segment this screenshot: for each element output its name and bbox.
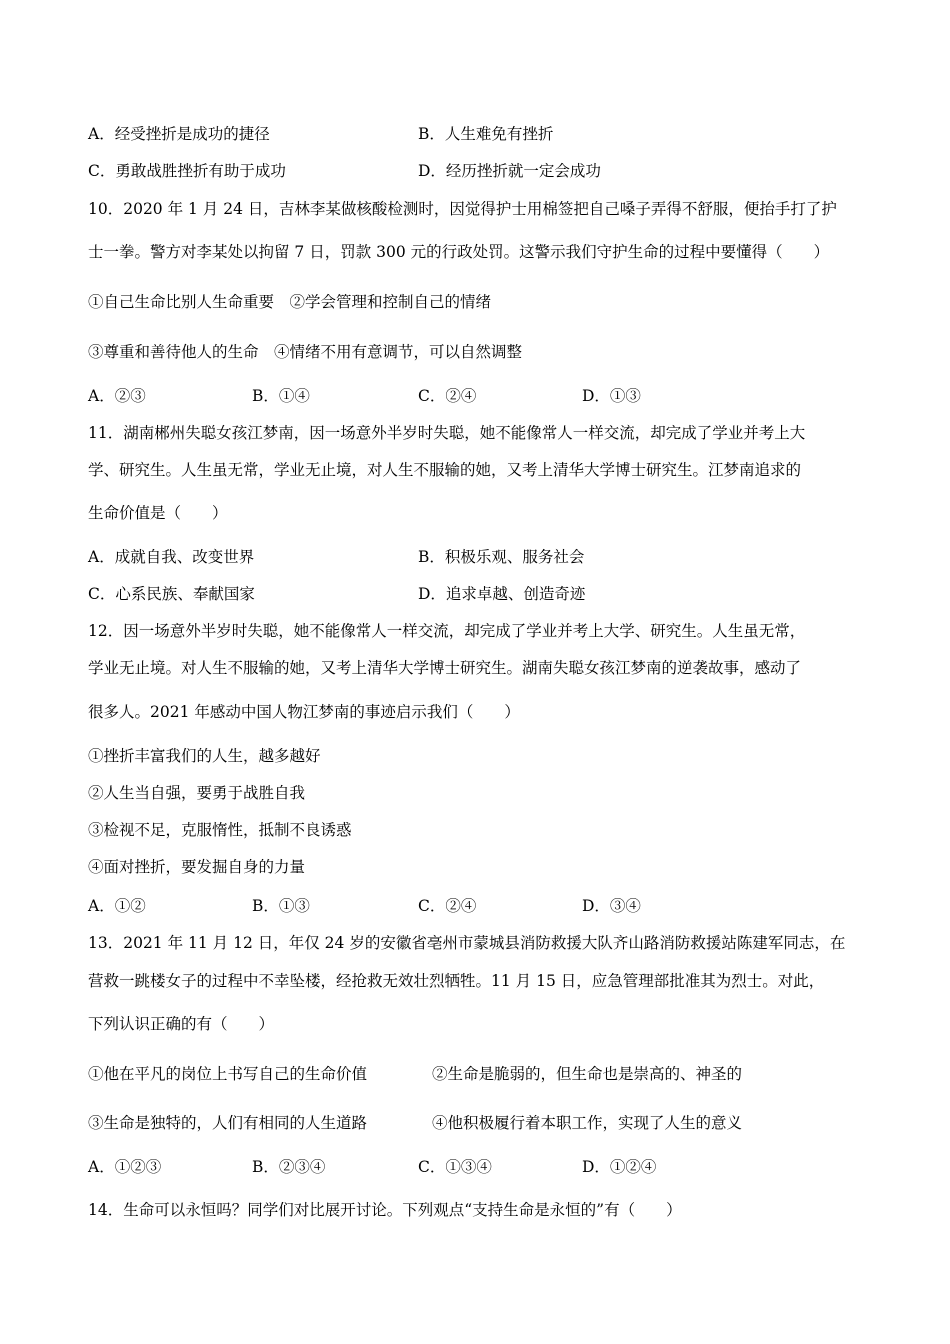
q11-option-c: C．心系民族、奉献国家: [88, 585, 255, 603]
q11-option-d: D．追求卓越、创造奇迹: [418, 585, 586, 603]
q12-option-a: A．①②: [88, 897, 146, 915]
q12-stem-line: 12．因一场意外半岁时失聪，她不能像常人一样交流，却完成了学业并考上大学、研究生。人生虽无常，: [88, 622, 806, 640]
q12-statement: ①挫折丰富我们的人生，越多越好: [88, 747, 321, 765]
q10-stem-line: 士一拳。警方对李某处以拘留 7 日，罚款 300 元的行政处罚。这警示我们守护生命的过程中要懂得（ ）: [88, 243, 830, 261]
q10-option-c: C．②④: [418, 387, 477, 405]
q14-stem-line: 14．生命可以永恒吗？同学们对比展开讨论。下列观点“支持生命是永恒的”有（ ）: [88, 1201, 682, 1219]
q12-statement: ④面对挫折，要发掘自身的力量: [88, 858, 306, 876]
q12-option-b: B．①③: [252, 897, 310, 915]
q10-option-a: A．②③: [88, 387, 146, 405]
q13-statement: ④他积极履行着本职工作，实现了人生的意义: [432, 1114, 743, 1132]
q9-option-b: B．人生难免有挫折: [418, 125, 554, 143]
q12-statement: ②人生当自强，要勇于战胜自我: [88, 784, 306, 802]
q13-option-c: C．①③④: [418, 1158, 492, 1176]
q13-statement: ②生命是脆弱的，但生命也是崇高的、神圣的: [432, 1065, 743, 1083]
q11-stem-line: 11．湖南郴州失聪女孩江梦南，因一场意外半岁时失聪，她不能像常人一样交流，却完成了学业并考上大: [88, 424, 806, 442]
q13-stem-line: 13．2021 年 11 月 12 日，年仅 24 岁的安徽省亳州市蒙城县消防救援大队齐山路消防救援站陈建军同志，在: [88, 934, 846, 952]
q9-option-a: A．经受挫折是成功的捷径: [88, 125, 270, 143]
q10-stem-line: 10．2020 年 1 月 24 日，吉林李某做核酸检测时，因觉得护士用棉签把自己嗓子弄得不舒服，便抬手打了护: [88, 200, 837, 218]
q12-stem-line: 很多人。2021 年感动中国人物江梦南的事迹启示我们（ ）: [88, 703, 520, 721]
q13-statement: ①他在平凡的岗位上书写自己的生命价值: [88, 1065, 368, 1083]
q11-stem-line: 生命价值是（ ）: [88, 504, 228, 522]
q13-stem-line: 下列认识正确的有（ ）: [88, 1015, 275, 1033]
q9-option-d: D．经历挫折就一定会成功: [418, 162, 601, 180]
q10-option-d: D．①③: [582, 387, 641, 405]
q10-statement: ①自己生命比别人生命重要 ②学会管理和控制自己的情绪: [88, 293, 492, 311]
q13-statement: ③生命是独特的，人们有相同的人生道路: [88, 1114, 368, 1132]
q12-statement: ③检视不足，克服惰性，抵制不良诱惑: [88, 821, 352, 839]
q11-option-b: B．积极乐观、服务社会: [418, 548, 585, 566]
q11-option-a: A．成就自我、改变世界: [88, 548, 255, 566]
q12-stem-line: 学业无止境。对人生不服输的她，又考上清华大学博士研究生。湖南失聪女孩江梦南的逆袭故事，感动了: [88, 659, 802, 677]
q12-option-c: C．②④: [418, 897, 477, 915]
q10-option-b: B．①④: [252, 387, 310, 405]
q13-stem-line: 营救一跳楼女子的过程中不幸坠楼，经抢救无效壮烈牺牲。11 月 15 日，应急管理部批准其为烈士。对此，: [88, 972, 825, 990]
q9-option-c: C．勇敢战胜挫折有助于成功: [88, 162, 286, 180]
q10-statement: ③尊重和善待他人的生命 ④情绪不用有意调节，可以自然调整: [88, 343, 523, 361]
q13-option-b: B．②③④: [252, 1158, 326, 1176]
q12-option-d: D．③④: [582, 897, 641, 915]
q13-option-a: A．①②③: [88, 1158, 162, 1176]
q13-option-d: D．①②④: [582, 1158, 657, 1176]
q11-stem-line: 学、研究生。人生虽无常，学业无止境，对人生不服输的她，又考上清华大学博士研究生。江梦南追求的: [88, 461, 802, 479]
